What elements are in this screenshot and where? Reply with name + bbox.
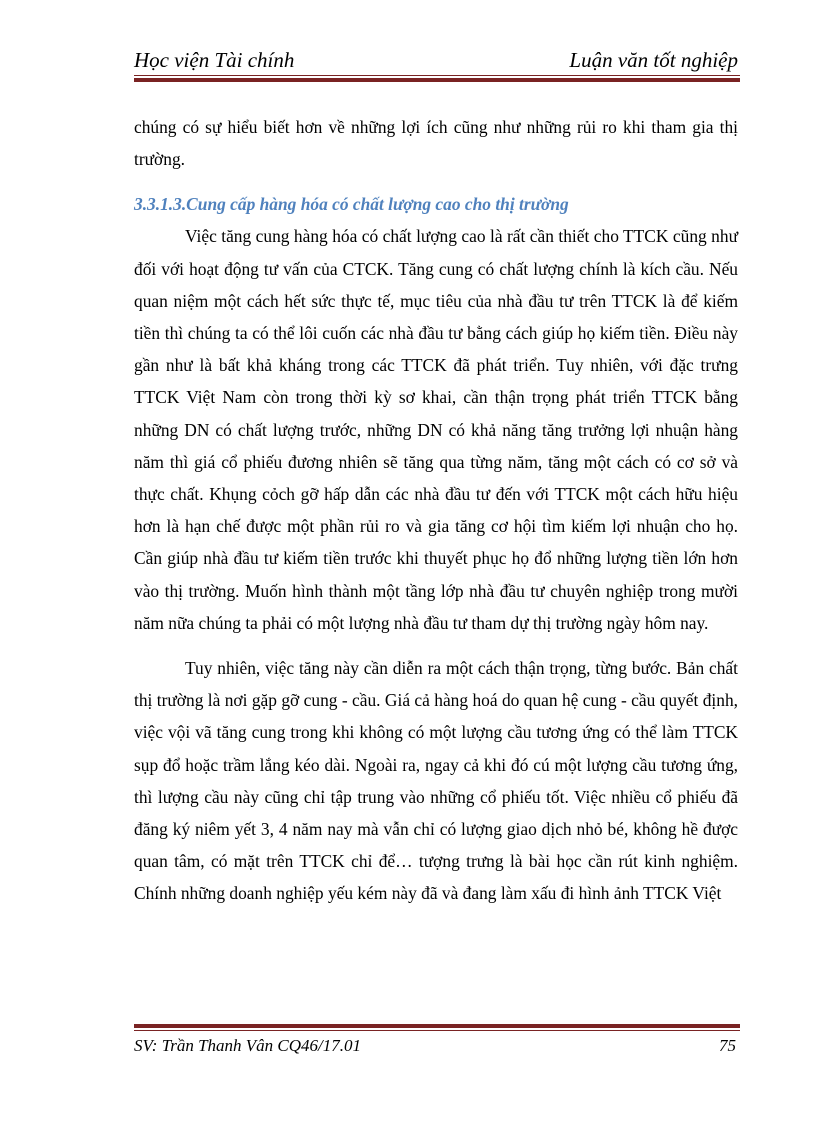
footer-rule-thin xyxy=(134,1030,740,1031)
section-heading: 3.3.1.3.Cung cấp hàng hóa có chất lượng cao cho thị trường xyxy=(134,194,569,215)
paragraph-2: Tuy nhiên, việc tăng này cần diễn ra một cách thận trọng, từng bước. Bản chất thị trường là nơi gặp gỡ cung - cầu. Giá cả hàng hoá do quan hệ cung - cầu quyết định, việc vội vã tăng cung trong khi không có một lượng cầu tương ứng có thể làm TTCK sụp đổ hoặc trầm lắng kéo dài. Ngoài ra, ngay cả khi đó cú một lượng cầu tương ứng, thì lượng cầu này cũng chỉ tập trung vào những cổ phiếu tốt. Việc nhiều cổ phiếu đã đăng ký niêm yết 3, 4 năm nay mà vẫn chỉ có lượng giao dịch nhỏ bé, không hề được quan tâm, có mặt trên TTCK chỉ để… tượng trưng là bài học cần rút kinh nghiệm. Chính những doanh nghiệp yếu kém này đã và đang làm xấu đi hình ảnh TTCK Việt xyxy=(134,658,738,904)
header-rule-thick xyxy=(134,78,740,82)
footer-author: SV: Trần Thanh Vân CQ46/17.01 xyxy=(134,1036,362,1055)
footer-rule-thick xyxy=(134,1024,740,1028)
intro-paragraph: chúng có sự hiểu biết hơn về những lợi ích cũng như những rủi ro khi tham gia thị trường. xyxy=(134,117,738,170)
header-institution: Học viện Tài chính xyxy=(134,48,295,72)
page-header xyxy=(134,46,740,74)
header-rule-thin xyxy=(134,75,740,76)
page-number: 75 xyxy=(719,1036,736,1055)
body-text xyxy=(134,111,738,910)
paragraph-1: Việc tăng cung hàng hóa có chất lượng cao là rất cần thiết cho TTCK cũng như đối với hoạt động tư vấn của CTCK. Tăng cung có chất lượng chính là kích cầu. Nếu quan niệm một cách hết sức thực tế, mục tiêu của nhà đầu tư trên TTCK là để kiếm tiền thì chúng ta có thể lôi cuốn các nhà đầu tư bằng cách giúp họ kiếm tiền. Điều này gần như là bất khả kháng trong các TTCK đã phát triển. Tuy nhiên, với đặc trưng TTCK Việt Nam còn trong thời kỳ sơ khai, cần thận trọng phát triển TTCK bằng những DN có chất lượng trước, những DN có khả năng tăng trưởng lợi nhuận hàng năm thì giá cổ phiếu đương nhiên sẽ tăng qua từng năm, tăng một cách có cơ sở và thực chất. Khụng cỏch gỡ hấp dẫn các nhà đầu tư đến với TTCK một cách hữu hiệu hơn là hạn chế được một phần rủi ro và gia tăng cơ hội tìm kiếm lợi nhuận cho họ. Cần giúp nhà đầu tư kiếm tiền trước khi thuyết phục họ đổ những lượng tiền lớn hơn vào thị trường. Muốn hình thành một tầng lớp nhà đầu tư chuyên nghiệp trong mười năm nữa chúng ta phải có một lượng nhà đầu tư tham dự thị trường ngày hôm nay. xyxy=(134,226,738,633)
page-footer xyxy=(134,1034,740,1058)
header-document-type: Luận văn tốt nghiệp xyxy=(569,48,738,72)
